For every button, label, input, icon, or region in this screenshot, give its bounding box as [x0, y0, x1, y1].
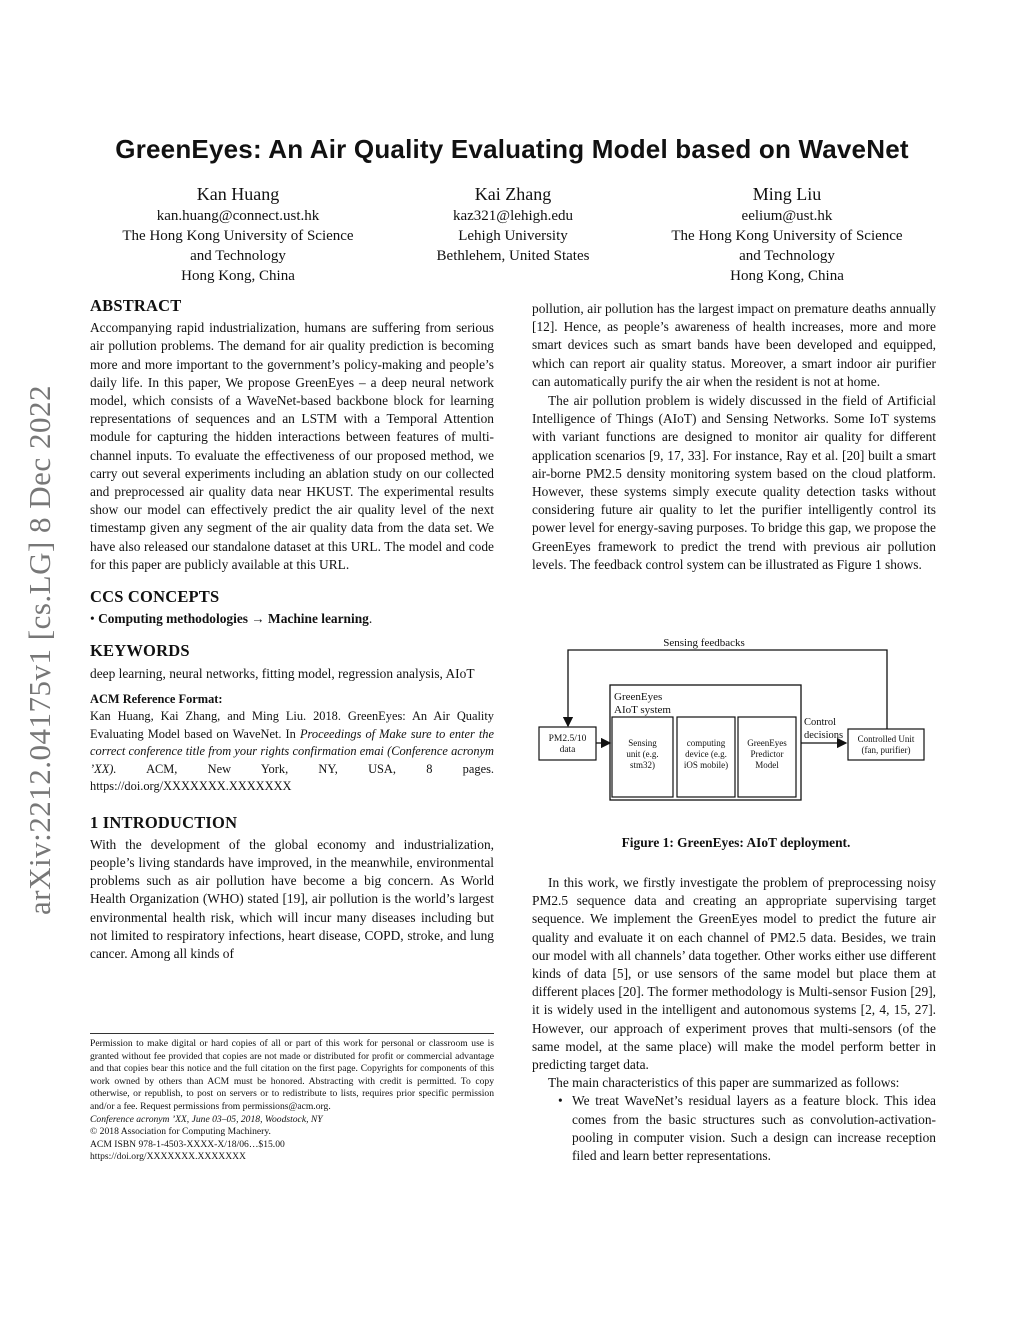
sensing-unit-label: unit (e.g. [626, 749, 659, 759]
ccs-concepts [90, 610, 494, 628]
author-affiliation: The Hong Kong University of Science [122, 228, 354, 244]
intro-heading: 1 INTRODUCTION [90, 812, 238, 832]
footnote-conference: Conference acronym ’XX, June 03–05, 2018, Woodstock, NY [90, 1113, 323, 1125]
ccs-period: . [368, 611, 373, 627]
control-decisions-label: Control [804, 717, 837, 728]
abstract-heading: ABSTRACT [90, 296, 182, 315]
author-block-3 [647, 182, 927, 286]
footnote [90, 1038, 494, 1164]
author-email: kan.huang@connect.ust.hk [156, 208, 320, 224]
pm-data-label: PM2.5/10 [548, 734, 587, 744]
acm-ref-text-2: ACM, New York, NY, USA, 8 pages. https://doi.org/XXXXXXX.XXXXXXX [90, 761, 494, 794]
right-column-top [532, 300, 936, 574]
footnote-copyright: © 2018 Association for Computing Machinery. [90, 1126, 271, 1138]
author-name: Ming Liu [752, 184, 822, 204]
footnote-permission: Permission to make digital or hard copies of all or part of this work for personal or classroom use is granted without fee provided that copies are not made or distributed for profit or commercial advantage and that copies bear this notice and the full citation on the first page. Copyrights for components of this work owned by others than ACM must be honored. Abstracting with credit is permitted. To copy otherwise, or republish, to post on servers or to redistribute to lists, requires prior specific permission and/or a fee. Request permissions from permissions@acm.org. [90, 1038, 494, 1112]
arxiv-stamp-text: arXiv:2212.04175v1 [cs.LG] 8 Dec 2022 [22, 385, 57, 915]
control-decisions-label: decisions [804, 730, 844, 741]
predictor-model-label: Predictor [750, 749, 784, 759]
author-location: Hong Kong, China [730, 268, 844, 284]
author-email: kaz321@lehigh.edu [452, 208, 574, 224]
author-location: Hong Kong, China [181, 268, 295, 284]
right-paragraph-1: pollution, air pollution has the largest impact on premature deaths annually [12]. Hence, as people’s awareness of health increases, more and more smart devices such as smart bands have been developed and equipped, which can report air quality status. Moreover, a smart indoor air purifier can automatically purify the air when the resident is not at home. [532, 301, 936, 389]
controlled-unit-label: (fan, purifier) [861, 745, 911, 755]
contribution-bullet [532, 1092, 936, 1165]
sensing-feedbacks-label: Sensing feedbacks [663, 637, 745, 649]
computing-device-label: device (e.g. [685, 749, 727, 759]
sensing-unit-label: stm32) [629, 760, 656, 770]
computing-device-label: computing [686, 738, 726, 748]
keywords-text: deep learning, neural networks, fitting model, regression analysis, AIoT [90, 665, 475, 681]
keywords-heading: KEYWORDS [90, 641, 190, 661]
author-affiliation: The Hong Kong University of Science [671, 228, 903, 244]
predictor-model-label: GreenEyes [747, 738, 787, 748]
ccs-bullet: • [90, 611, 95, 627]
abstract-text: Accompanying rapid industrialization, humans are suffering from serious air pollution problems. The demand for air quality prediction is becoming more and more important to the government’s policy-making and people’s daily life. In this paper, We propose GreenEyes – a deep neural network model, which consists of a WaveNet-based backbone block for learning representations of sequences and an LSTM with a Temporal Attention module for capturing the hidden interactions between features of multi-channel inputs. To evaluate the effectiveness of our proposed method, we carry out several experiments including an ablation study on our collected and preprocessed air quality data near HKUST. The experimental results show our model can effectively predict the air quality level of the next timestamp given any segment of the air quality data from the data set. We have also released our standalone dataset at this URL. The model and code for this paper are publicly available at this URL. [90, 320, 494, 572]
bullet-text: We treat WaveNet’s residual layers as a feature block. This idea comes from the basic structures such as convolution-activation-pooling in computer vision. Such a design can increase reception filed and learn better representations. [572, 1093, 936, 1164]
computing-device-label: iOS mobile) [683, 760, 729, 770]
arxiv-stamp [20, 360, 60, 940]
author-location: Bethlehem, United States [436, 248, 590, 264]
right-paragraph-4: The main characteristics of this paper are summarized as follows: [548, 1075, 900, 1091]
aiot-system-label: GreenEyes [614, 691, 663, 703]
footnote-doi: https://doi.org/XXXXXXX.XXXXXXX [90, 1151, 246, 1163]
figure-caption: Figure 1: GreenEyes: AIoT deployment. [621, 835, 851, 850]
right-paragraph-2: The air pollution problem is widely discussed in the field of Artificial Intelligence of Things (AIoT) and Sensing Networks. Some IoT systems with variant functions are designed to monitor air quality for different application scenarios [9, 17, 33]. For instance, Ray et al. [20] built a smart air-borne PM2.5 density monitoring system based on the cloud platform. However, these systems simply execute quality detection tasks without considering future air quality to let the purifier intelligently control its power level for energy-saving purposes. To bridge this gap, we propose the GreenEyes framework to predict the trend with previous air pollution levels. The feedback control system can be illustrated as Figure 1 shows. [532, 393, 936, 572]
author-name: Kai Zhang [474, 184, 552, 204]
author-affiliation: and Technology [739, 248, 835, 264]
sensing-unit-label: Sensing [628, 738, 657, 748]
right-paragraph-3: In this work, we firstly investigate the problem of preprocessing noisy PM2.5 sequence data and creating an appropriate supervising target sequence. We implement the GreenEyes model to predict the future air quality and evaluate it on each channel of PM2.5 data. Besides, we train our model with all channels’ data together. Other works either use different kinds of data [5], or use sensors of the same model but place them at different places [20]. The former methodology is Multi-sensor Fusion [29], it is widely used in the intelligent and autonomous systems [2, 4, 15, 27]. However, our approach of experiment proves that multi-sensors (of the same model, at the same place) will make the model perform better in predicting target data. [532, 875, 936, 1073]
author-email: eelium@ust.hk [741, 208, 833, 224]
figure-1-diagram [532, 630, 940, 830]
intro-text: With the development of the global economy and industrialization, people’s living standards have improved, in the meanwhile, environmental problems such as air pollution have become a big concern. As World Health Organization (WHO) stated [19], air pollution is the world’s largest environmental health risk, which will incur many diseases including but not limited to respiratory infections, heart disease, COPD, stroke, and lung cancer. Among all kinds of [90, 836, 494, 961]
acm-ref-text-1: Kan Huang, Kai Zhang, and Ming Liu. 2018. GreenEyes: An Air Quality Evaluating Model based on WaveNet. In [90, 709, 494, 741]
aiot-system-label: AIoT system [614, 704, 671, 716]
author-name: Kan Huang [196, 184, 280, 204]
acm-ref-text [90, 708, 494, 796]
paper-title: GreenEyes: An Air Quality Evaluating Model based on WaveNet [115, 134, 909, 164]
right-column-bottom [532, 874, 936, 1165]
footnote-isbn: ACM ISBN 978-1-4503-XXXX-X/18/06…$15.00 [90, 1138, 285, 1150]
ccs-item: Computing methodologies → Machine learning [98, 611, 369, 627]
pm-data-label: data [559, 745, 576, 755]
author-affiliation: Lehigh University [458, 228, 568, 244]
acm-ref-heading: ACM Reference Format: [90, 691, 223, 706]
left-column [90, 297, 494, 963]
author-block-1 [98, 182, 378, 286]
footnote-rule [90, 1033, 494, 1034]
ccs-heading: CCS CONCEPTS [90, 587, 220, 607]
author-affiliation: and Technology [190, 248, 286, 264]
predictor-model-label: Model [755, 760, 779, 770]
bullet-dot: • [558, 1093, 563, 1109]
author-block-2 [373, 182, 653, 266]
acm-ref-proceedings: Proceedings of Make sure to enter the correct conference title from your rights confirmation emai (Conference acronym ’XX). [90, 726, 494, 776]
controlled-unit-label: Controlled Unit [857, 734, 915, 744]
